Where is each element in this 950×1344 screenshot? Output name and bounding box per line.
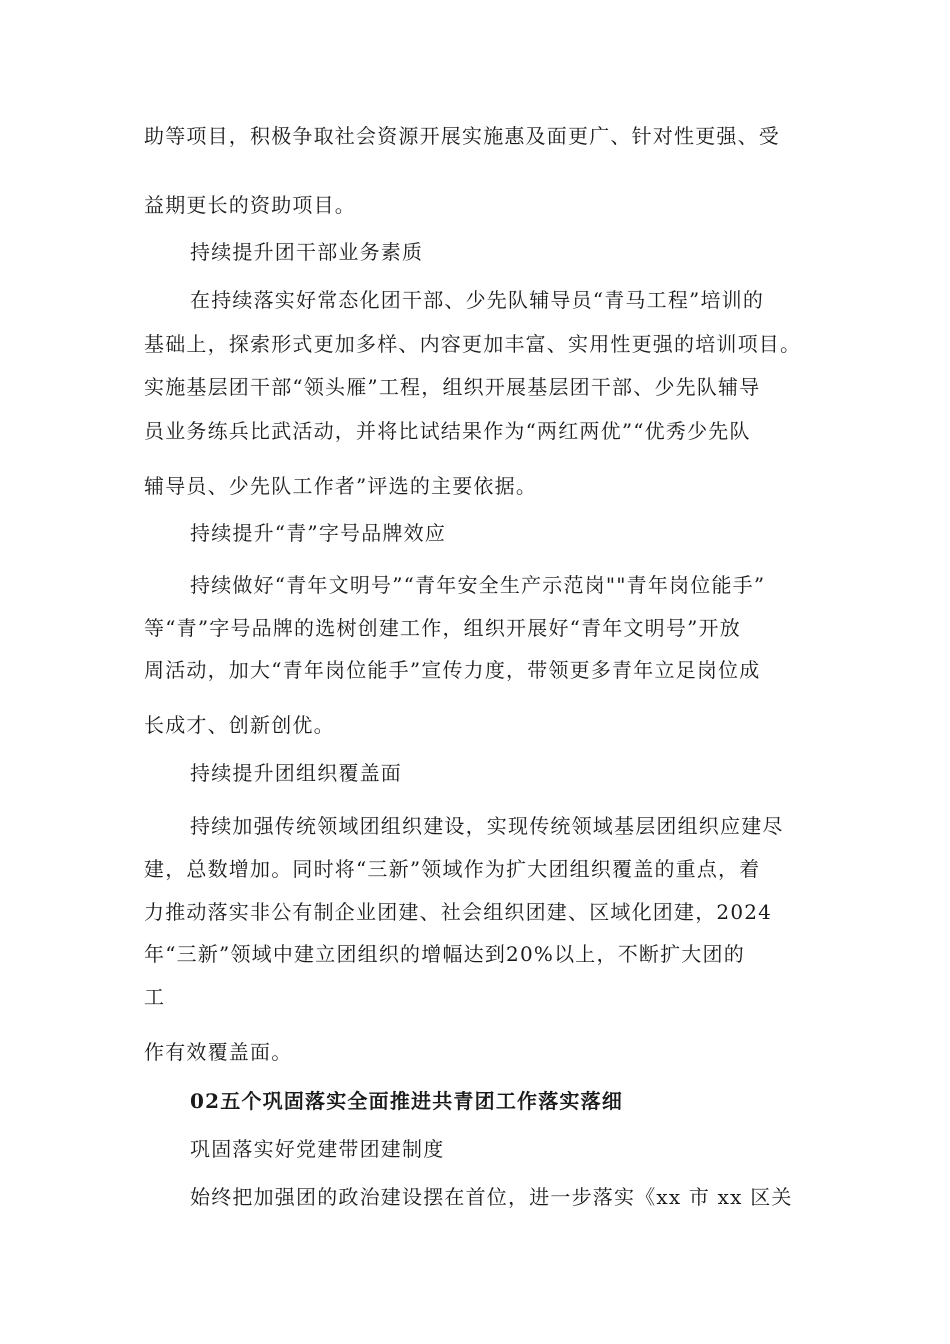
paragraph-line: 作有效覆盖面。 (144, 1040, 293, 1064)
paragraph-line: 员业务练兵比武活动，并将比试结果作为“两红两优”“优秀少先队 (144, 419, 751, 443)
paragraph-line: 持续加强传统领域团组织建设，实现传统领域基层团组织应建尽 (190, 814, 784, 838)
section-heading: 持续提升团干部业务素质 (190, 240, 424, 264)
paragraph-line: 辅导员、少先队工作者”评选的主要依据。 (144, 474, 538, 498)
paragraph-line: 始终把加强团的政治建设摆在首位，进一步落实《xx 市 xx 区关 (190, 1185, 793, 1209)
section-heading: 持续提升团组织覆盖面 (190, 761, 402, 785)
paragraph-line: 建，总数增加。同时将“三新”领域作为扩大团组织覆盖的重点，着 (144, 857, 761, 881)
paragraph-line: 长成才、创新创优。 (144, 713, 335, 737)
paragraph-line: 周活动，加大“青年岗位能手”宣传力度，带领更多青年立足岗位成 (144, 658, 761, 682)
paragraph-line: 等“青”字号品牌的选树创建工作，组织开展好“青年文明号”开放 (144, 616, 741, 640)
section-heading: 巩固落实好党建带团建制度 (190, 1137, 445, 1161)
paragraph-line: 力推动落实非公有制企业团建、社会组织团建、区域化团建，2024 (144, 900, 773, 924)
paragraph-line: 在持续落实好常态化团干部、少先队辅导员“青马工程”培训的 (190, 288, 765, 312)
paragraph-line: 持续做好“青年文明号”“青年安全生产示范岗""青年岗位能手” (190, 573, 766, 597)
paragraph-line: 助等项目，积极争取社会资源开展实施惠及面更广、针对性更强、受 (144, 124, 780, 148)
paragraph-line: 实施基层团干部“领头雁”工程，组织开展基层团干部、少先队辅导 (144, 375, 761, 399)
paragraph-line: 基础上，探索形式更加多样、内容更加丰富、实用性更强的培训项目。 (144, 332, 802, 356)
paragraph-line: 工 (144, 985, 166, 1009)
chapter-heading: 02五个巩固落实全面推进共青团工作落实落细 (190, 1089, 624, 1113)
paragraph-line: 年“三新”领域中建立团组织的增幅达到20%以上，不断扩大团的 (144, 942, 745, 966)
paragraph-line: 益期更长的资助项目。 (144, 193, 356, 217)
section-heading: 持续提升“青”字号品牌效应 (190, 521, 447, 545)
